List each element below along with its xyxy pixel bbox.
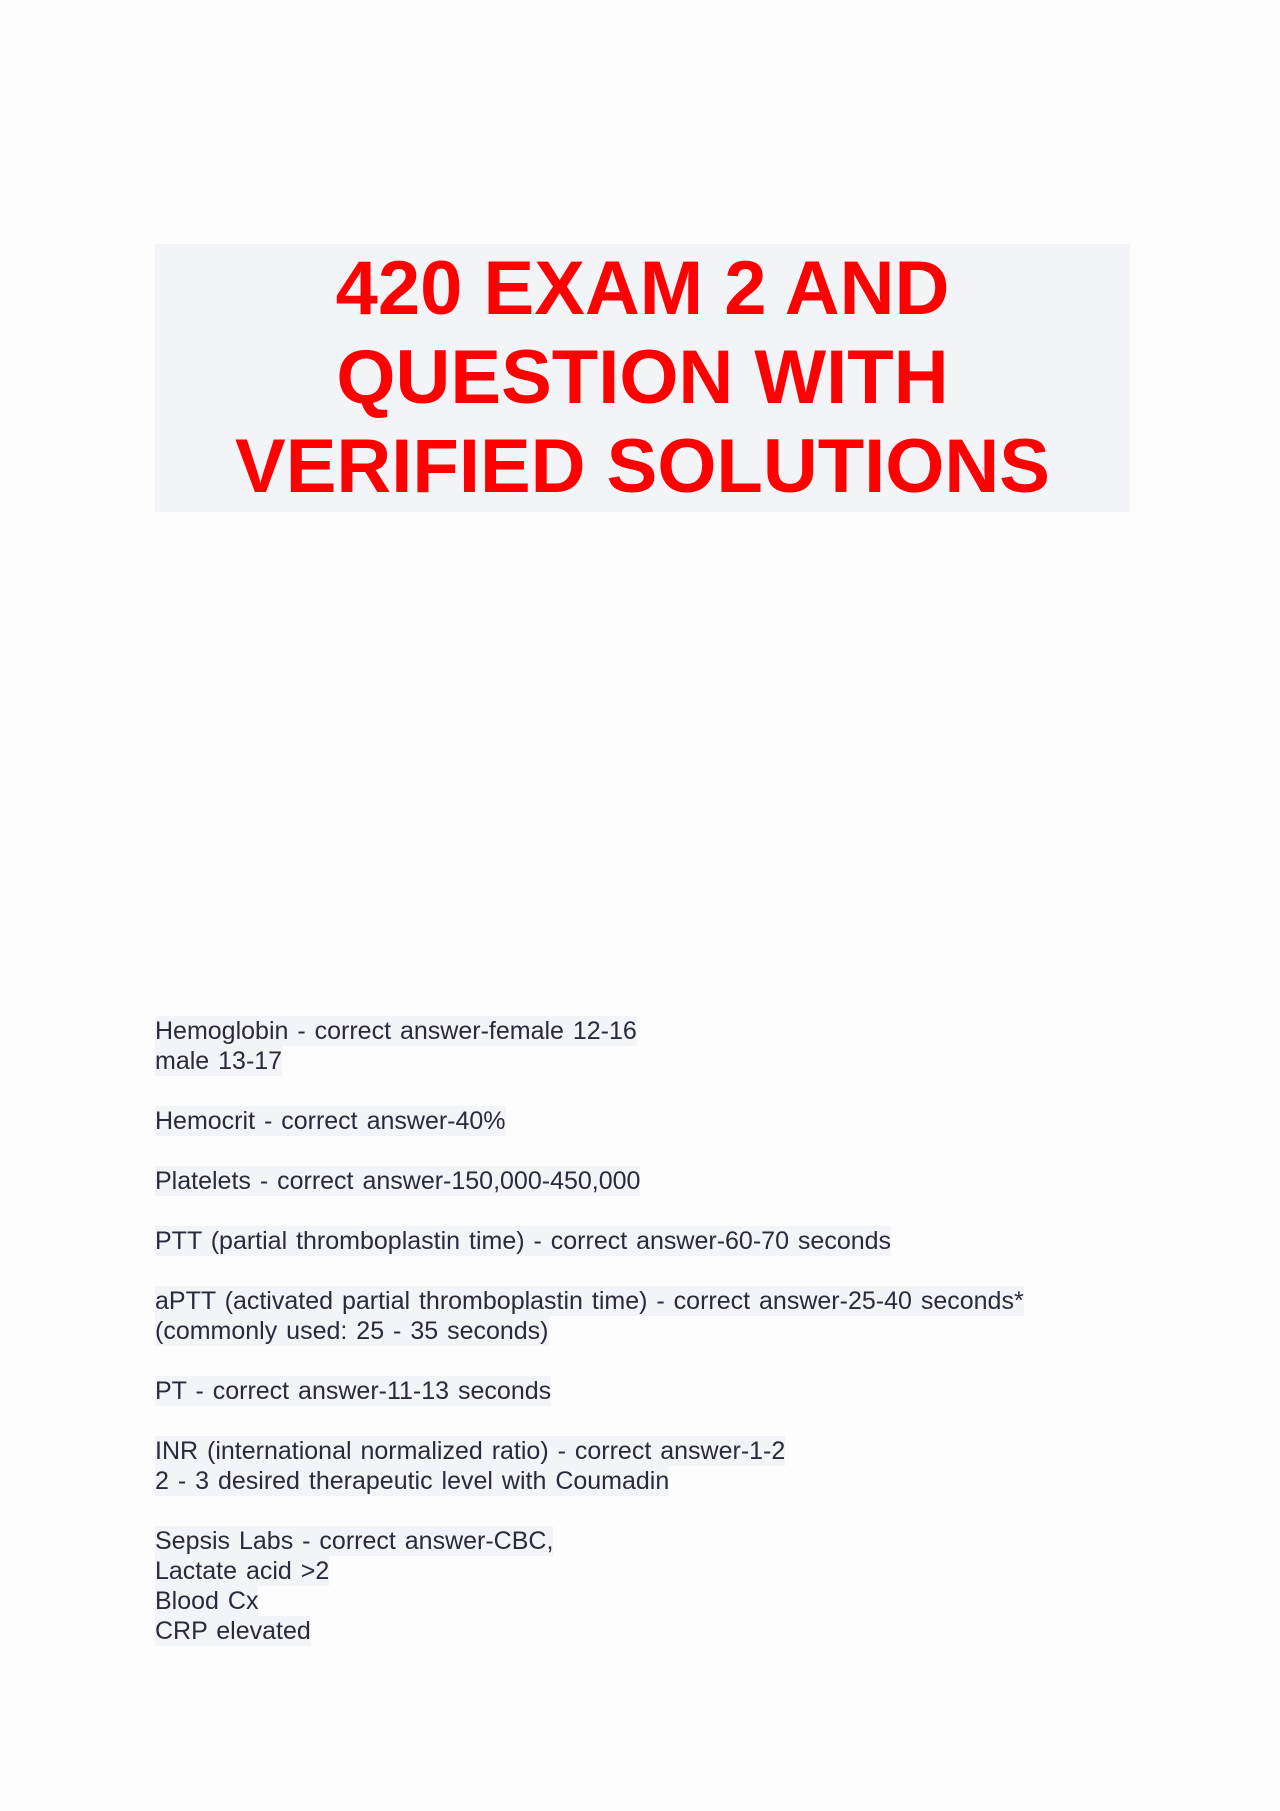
qa-list (155, 1016, 1155, 1676)
qa-entry-platelets (155, 1166, 1155, 1196)
qa-line: (commonly used: 25 - 35 seconds) (155, 1317, 549, 1345)
document-title (155, 244, 1130, 512)
qa-line: Blood Cx (155, 1587, 259, 1615)
qa-line: INR (international normalized ratio) - correct answer-1-2 (155, 1437, 786, 1465)
qa-entry-hemoglobin (155, 1016, 1155, 1076)
qa-entry-aptt (155, 1286, 1155, 1346)
title-line: QUESTION WITH (336, 335, 949, 420)
qa-line: aPTT (activated partial thromboplastin time) - correct answer-25-40 seconds* (155, 1287, 1024, 1315)
qa-line: Hemoglobin - correct answer-female 12-16 (155, 1017, 637, 1045)
qa-line: 2 - 3 desired therapeutic level with Coumadin (155, 1467, 670, 1495)
qa-entry-sepsis-labs (155, 1526, 1155, 1646)
qa-line: CRP elevated (155, 1617, 311, 1645)
qa-line: male 13-17 (155, 1047, 283, 1075)
qa-line: Sepsis Labs - correct answer-CBC, (155, 1527, 554, 1555)
title-line: VERIFIED SOLUTIONS (235, 424, 1050, 509)
qa-entry-inr (155, 1436, 1155, 1496)
qa-entry-pt (155, 1376, 1155, 1406)
qa-line: Lactate acid >2 (155, 1557, 330, 1585)
qa-line: PT - correct answer-11-13 seconds (155, 1377, 552, 1405)
title-line: 420 EXAM 2 AND (335, 246, 950, 331)
qa-line: PTT (partial thromboplastin time) - correct answer-60-70 seconds (155, 1227, 892, 1255)
qa-entry-hemocrit (155, 1106, 1155, 1136)
qa-line: Hemocrit - correct answer-40% (155, 1107, 506, 1135)
qa-entry-ptt (155, 1226, 1155, 1256)
qa-line: Platelets - correct answer-150,000-450,000 (155, 1167, 641, 1195)
